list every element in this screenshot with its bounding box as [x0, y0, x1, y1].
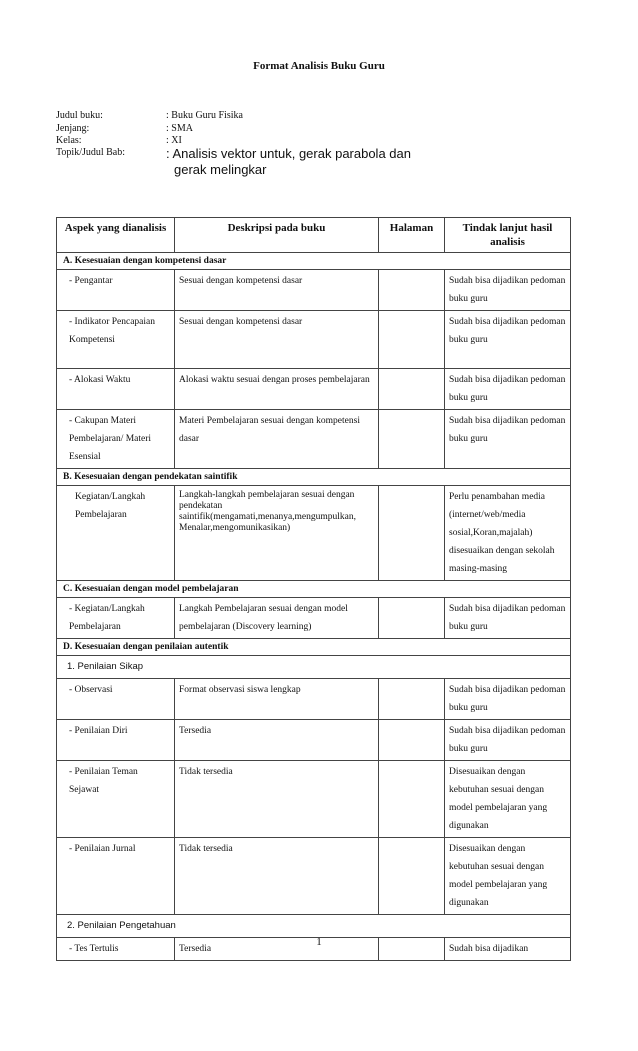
cell-deskripsi: Tersedia	[175, 938, 379, 961]
cell-aspek: - Alokasi Waktu	[57, 369, 175, 410]
cell-tindak: Sudah bisa dijadikan pedoman buku guru	[445, 598, 571, 639]
section-title: D. Kesesuaian dengan penilaian autentik	[57, 639, 571, 656]
section-row	[57, 639, 571, 656]
cell-aspek: Kegiatan/Langkah Pembelajaran	[57, 486, 175, 581]
meta-value: : Analisis vektor untuk, gerak parabola dan	[166, 146, 411, 161]
cell-tindak: Sudah bisa dijadikan	[445, 938, 571, 961]
meta-label: Topik/Judul Bab:	[56, 147, 126, 158]
cell-tindak: Sudah bisa dijadikan pedoman buku guru	[445, 270, 571, 311]
section-row	[57, 253, 571, 270]
cell-aspek: - Penilaian Teman Sejawat	[57, 761, 175, 838]
header-aspek: Aspek yang dianalisis	[57, 218, 175, 253]
cell-tindak: Disesuaikan dengan kebutuhan sesuai dengan model pembelajaran yang digunakan	[445, 761, 571, 838]
analysis-table	[56, 217, 571, 961]
table-header-row	[57, 218, 571, 253]
cell-deskripsi: Tersedia	[175, 720, 379, 761]
section-row	[57, 581, 571, 598]
meta-label: Jenjang:	[56, 123, 90, 134]
document-title: Format Analisis Buku Guru	[253, 60, 385, 72]
table-row	[57, 311, 571, 369]
cell-halaman	[379, 486, 445, 581]
cell-deskripsi: Sesuai dengan kompetensi dasar	[175, 270, 379, 311]
meta-label: Kelas:	[56, 135, 82, 146]
cell-aspek: - Indikator Pencapaian Kompetensi	[57, 311, 175, 369]
cell-aspek: - Penilaian Diri	[57, 720, 175, 761]
table-row	[57, 679, 571, 720]
cell-deskripsi: Tidak tersedia	[175, 761, 379, 838]
table-row	[57, 761, 571, 838]
subsection-title: 2. Penilaian Pengetahuan	[57, 915, 571, 938]
cell-halaman	[379, 761, 445, 838]
table-row	[57, 270, 571, 311]
cell-deskripsi: Sesuai dengan kompetensi dasar	[175, 311, 379, 369]
cell-halaman	[379, 311, 445, 369]
cell-aspek: - Tes Tertulis	[57, 938, 175, 961]
table-row	[57, 410, 571, 469]
table-row	[57, 369, 571, 410]
cell-tindak: Disesuaikan dengan kebutuhan sesuai dengan model pembelajaran yang digunakan	[445, 838, 571, 915]
cell-halaman	[379, 369, 445, 410]
cell-halaman	[379, 410, 445, 469]
table-row	[57, 838, 571, 915]
cell-aspek: - Kegiatan/Langkah Pembelajaran	[57, 598, 175, 639]
cell-aspek: - Penilaian Jurnal	[57, 838, 175, 915]
cell-halaman	[379, 270, 445, 311]
cell-tindak: Sudah bisa dijadikan pedoman buku guru	[445, 311, 571, 369]
header-deskripsi: Deskripsi pada buku	[175, 218, 379, 253]
header-halaman: Halaman	[379, 218, 445, 253]
cell-deskripsi: Tidak tersedia	[175, 838, 379, 915]
cell-deskripsi: Materi Pembelajaran sesuai dengan kompetensi dasar	[175, 410, 379, 469]
cell-aspek: - Pengantar	[57, 270, 175, 311]
cell-deskripsi: Alokasi waktu sesuai dengan proses pembelajaran	[175, 369, 379, 410]
meta-value: : Buku Guru Fisika	[166, 110, 243, 121]
cell-halaman	[379, 838, 445, 915]
cell-tindak: Sudah bisa dijadikan pedoman buku guru	[445, 679, 571, 720]
cell-tindak: Sudah bisa dijadikan pedoman buku guru	[445, 369, 571, 410]
cell-deskripsi: Langkah-langkah pembelajaran sesuai dengan pendekatan saintifik(mengamati,menanya,mengumpulkan, Menalar,mengomunikasikan)	[175, 486, 379, 581]
table-row	[57, 720, 571, 761]
section-row	[57, 469, 571, 486]
subsection-row	[57, 656, 571, 679]
cell-aspek: - Cakupan Materi Pembelajaran/ Materi Esensial	[57, 410, 175, 469]
section-title: A. Kesesuaian dengan kompetensi dasar	[57, 253, 571, 270]
subsection-title: 1. Penilaian Sikap	[57, 656, 571, 679]
meta-label: Judul buku:	[56, 110, 103, 121]
table-row	[57, 598, 571, 639]
header-tindak-lanjut: Tindak lanjut hasil analisis	[445, 218, 571, 253]
section-title: C. Kesesuaian dengan model pembelajaran	[57, 581, 571, 598]
page-number: 1	[316, 936, 322, 948]
cell-tindak: Sudah bisa dijadikan pedoman buku guru	[445, 410, 571, 469]
cell-aspek: - Observasi	[57, 679, 175, 720]
cell-tindak: Perlu penambahan media (internet/web/media sosial,Koran,majalah) disesuaikan dengan sekolah masing-masing	[445, 486, 571, 581]
cell-tindak: Sudah bisa dijadikan pedoman buku guru	[445, 720, 571, 761]
table-row	[57, 486, 571, 581]
subsection-row	[57, 915, 571, 938]
cell-halaman	[379, 679, 445, 720]
cell-halaman	[379, 598, 445, 639]
meta-value: : SMA	[166, 123, 193, 134]
cell-halaman	[379, 720, 445, 761]
meta-value-continued: gerak melingkar	[174, 162, 267, 177]
cell-deskripsi: Langkah Pembelajaran sesuai dengan model pembelajaran (Discovery learning)	[175, 598, 379, 639]
section-title: B. Kesesuaian dengan pendekatan saintifik	[57, 469, 571, 486]
cell-deskripsi: Format observasi siswa lengkap	[175, 679, 379, 720]
meta-value: : XI	[166, 135, 182, 146]
